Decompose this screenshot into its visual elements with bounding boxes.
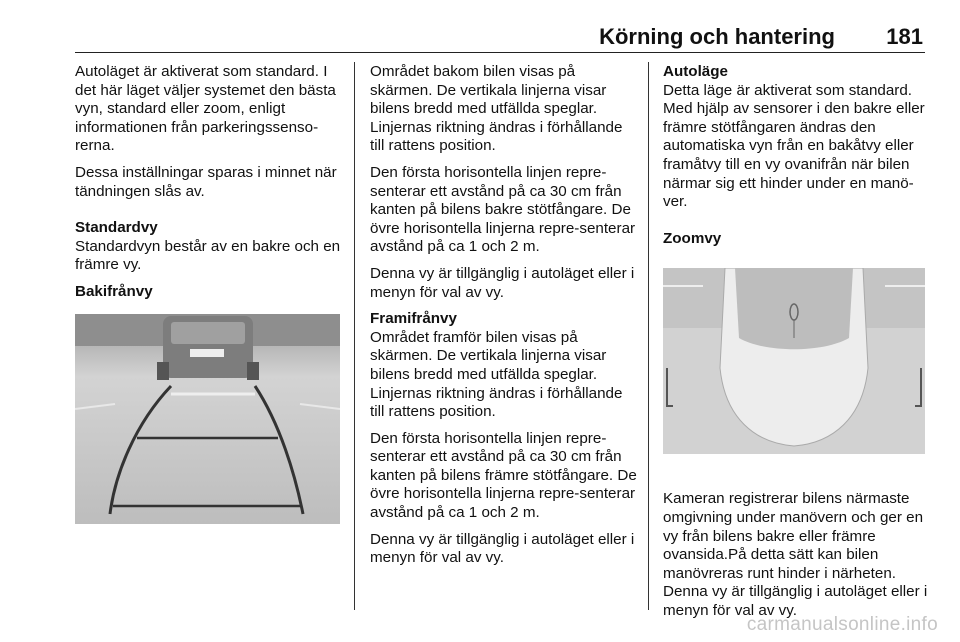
rear-view-camera-image <box>75 314 343 524</box>
column-divider-1 <box>354 62 355 610</box>
column-2 <box>370 63 638 576</box>
heading-rear-view: Bakifrånvy <box>75 282 153 300</box>
paragraph-standard-view: Standardvyn består av en bakre och en främre vy. <box>75 237 341 274</box>
paragraph-front-lines: Den första horisontella linjen repre-senterar ett avstånd på ca 30 cm från kanten på bilens främre stötfångare. De övre horisontella linjerna repre-senterar avstånd på ca 1 och 2 m. <box>370 429 637 522</box>
page-number: 181 <box>886 24 923 49</box>
paragraph-front-availability: Denna vy är tillgänglig i autoläget eller i menyn för val av vy. <box>370 530 635 567</box>
paragraph-auto-default: Autoläget är aktiverat som standard. I det här läget väljer systemet den bästa vyn, standard eller zoom, enligt informationen från parkeringssenso-rerna. <box>75 63 336 155</box>
paragraph-zoom-view: Kameran registrerar bilens närmaste omgivning under manövern och ger en vy från bilens bakre eller främre ovansida.På detta sätt kan bilen manövreras runt hinder i närheten. Denna vy är tillgänglig i autoläget eller i menyn för val av vy. <box>663 490 928 619</box>
watermark: carmanualsonline.info <box>746 614 938 635</box>
paragraph-rear-lines: Den första horisontella linjen repre-senterar ett avstånd på ca 30 cm från kanten på bilens bakre stötfångare. De övre horisontella linjerna repre-senterar avstånd på ca 1 och 2 m. <box>370 163 636 256</box>
heading-zoom-view: Zoomvy <box>663 229 722 247</box>
paragraph-auto-mode: Detta läge är aktiverat som standard. Med hjälp av sensorer i den bakre eller främre stötfångaren ändras den automatiska vyn från en bakåtvy eller framåtvy till en vy ovanifrån när bilen närmar sig ett hinder under en manö-ver. <box>663 81 925 211</box>
column-1 <box>75 63 343 524</box>
column-divider-2 <box>648 62 649 610</box>
heading-standard-view: Standardvy <box>75 219 158 237</box>
heading-front-view: Framifrånvy <box>370 310 457 328</box>
paragraph-rear-area: Området bakom bilen visas på skärmen. De vertikala linjerna visar bilens bredd med utfällda speglar. Linjernas riktning ändras i förhållande till rattens position. <box>370 63 623 155</box>
paragraph-rear-availability: Denna vy är tillgänglig i autoläget eller i menyn för val av vy. <box>370 264 635 301</box>
heading-auto-mode: Autoläge <box>663 63 728 80</box>
page-header <box>75 22 925 52</box>
column-3 <box>663 63 931 629</box>
paragraph-memory: Dessa inställningar sparas i minnet när tändningen slås av. <box>75 163 337 200</box>
header-rule <box>75 52 925 53</box>
paragraph-front-area: Området framför bilen visas på skärmen. De vertikala linjerna visar bilens bredd med utfällda speglar. Linjernas riktning ändras i förhållande till rattens position. <box>370 328 623 421</box>
zoom-view-camera-image <box>663 268 931 454</box>
chapter-title: Körning och hantering <box>599 24 835 49</box>
